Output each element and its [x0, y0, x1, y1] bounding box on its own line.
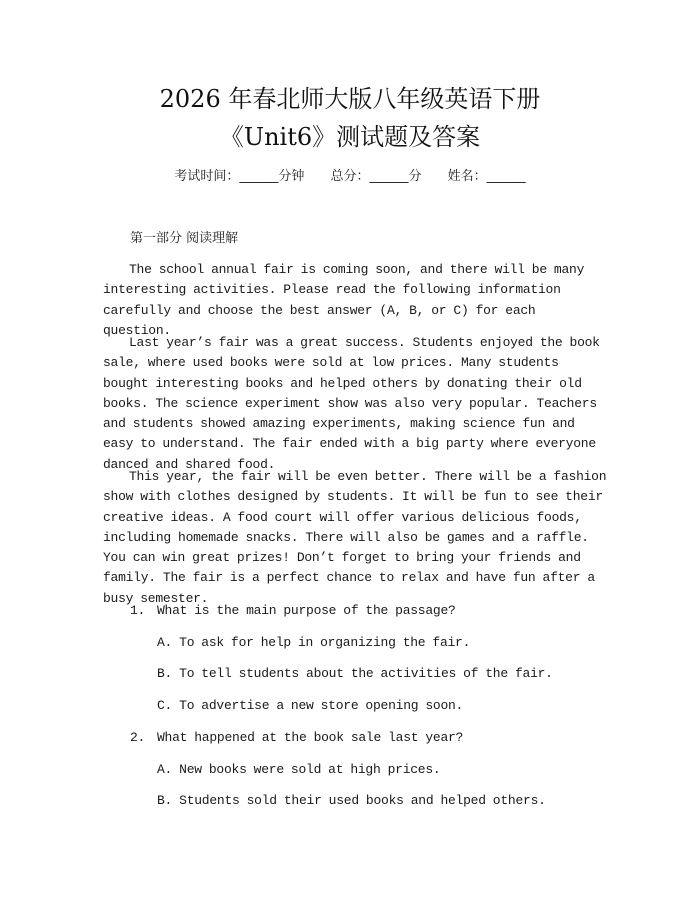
student-name-field: 姓名：______: [447, 169, 526, 184]
exam-info-line: [0, 168, 700, 186]
document-title-line1: 2026 年春北师大版八年级英语下册: [159, 85, 541, 113]
question-1: [130, 602, 456, 620]
question-text: What is the main purpose of the passage?: [157, 603, 456, 618]
question-1-option-b: B. To tell students about the activities of the fair.: [157, 666, 553, 681]
exam-time-field: 考试时间：______分钟: [174, 169, 305, 184]
question-1-option-a: A. To ask for help in organizing the fair.: [157, 635, 471, 650]
question-1-option-c: C. To advertise a new store opening soon.: [157, 698, 464, 713]
reading-paragraph-this-year: This year, the fair will be even better. There will be a fashion show with clothes designed by students. It will be fun to see their creative ideas. A food court will offer various delicious foods, including homemade snacks. There will also be games and a raffle. You can win great prizes! Don’t forget to bring your friends and family. The fair is a perfect chance to relax and have fun after a busy semester.: [103, 469, 607, 606]
question-number: 1.: [130, 603, 146, 618]
question-2: [130, 729, 463, 747]
reading-paragraph-last-year: Last year’s fair was a great success. Students enjoyed the book sale, where used books were sold at low prices. Many students bought interesting books and helped others by donating their old books. The science experiment show was also very popular. Teachers and students showed amazing experiments, making science fun and easy to understand. The fair ended with a big party where everyone danced and shared food.: [103, 335, 600, 472]
section-heading: 第一部分 阅读理解: [130, 231, 239, 246]
question-number: 2.: [130, 730, 146, 745]
document-title-line2: 《Unit6》测试题及答案: [219, 123, 481, 151]
question-text: What happened at the book sale last year?: [157, 730, 464, 745]
question-2-option-b: B. Students sold their used books and helped others.: [157, 793, 546, 808]
question-2-option-a: A. New books were sold at high prices.: [157, 762, 441, 777]
reading-paragraph-instructions: The school annual fair is coming soon, and there will be many interesting activities. Please read the following information carefully and choose the best answer (A, B, or C) for each question.: [103, 262, 585, 338]
total-score-field: 总分：______分: [330, 169, 422, 184]
